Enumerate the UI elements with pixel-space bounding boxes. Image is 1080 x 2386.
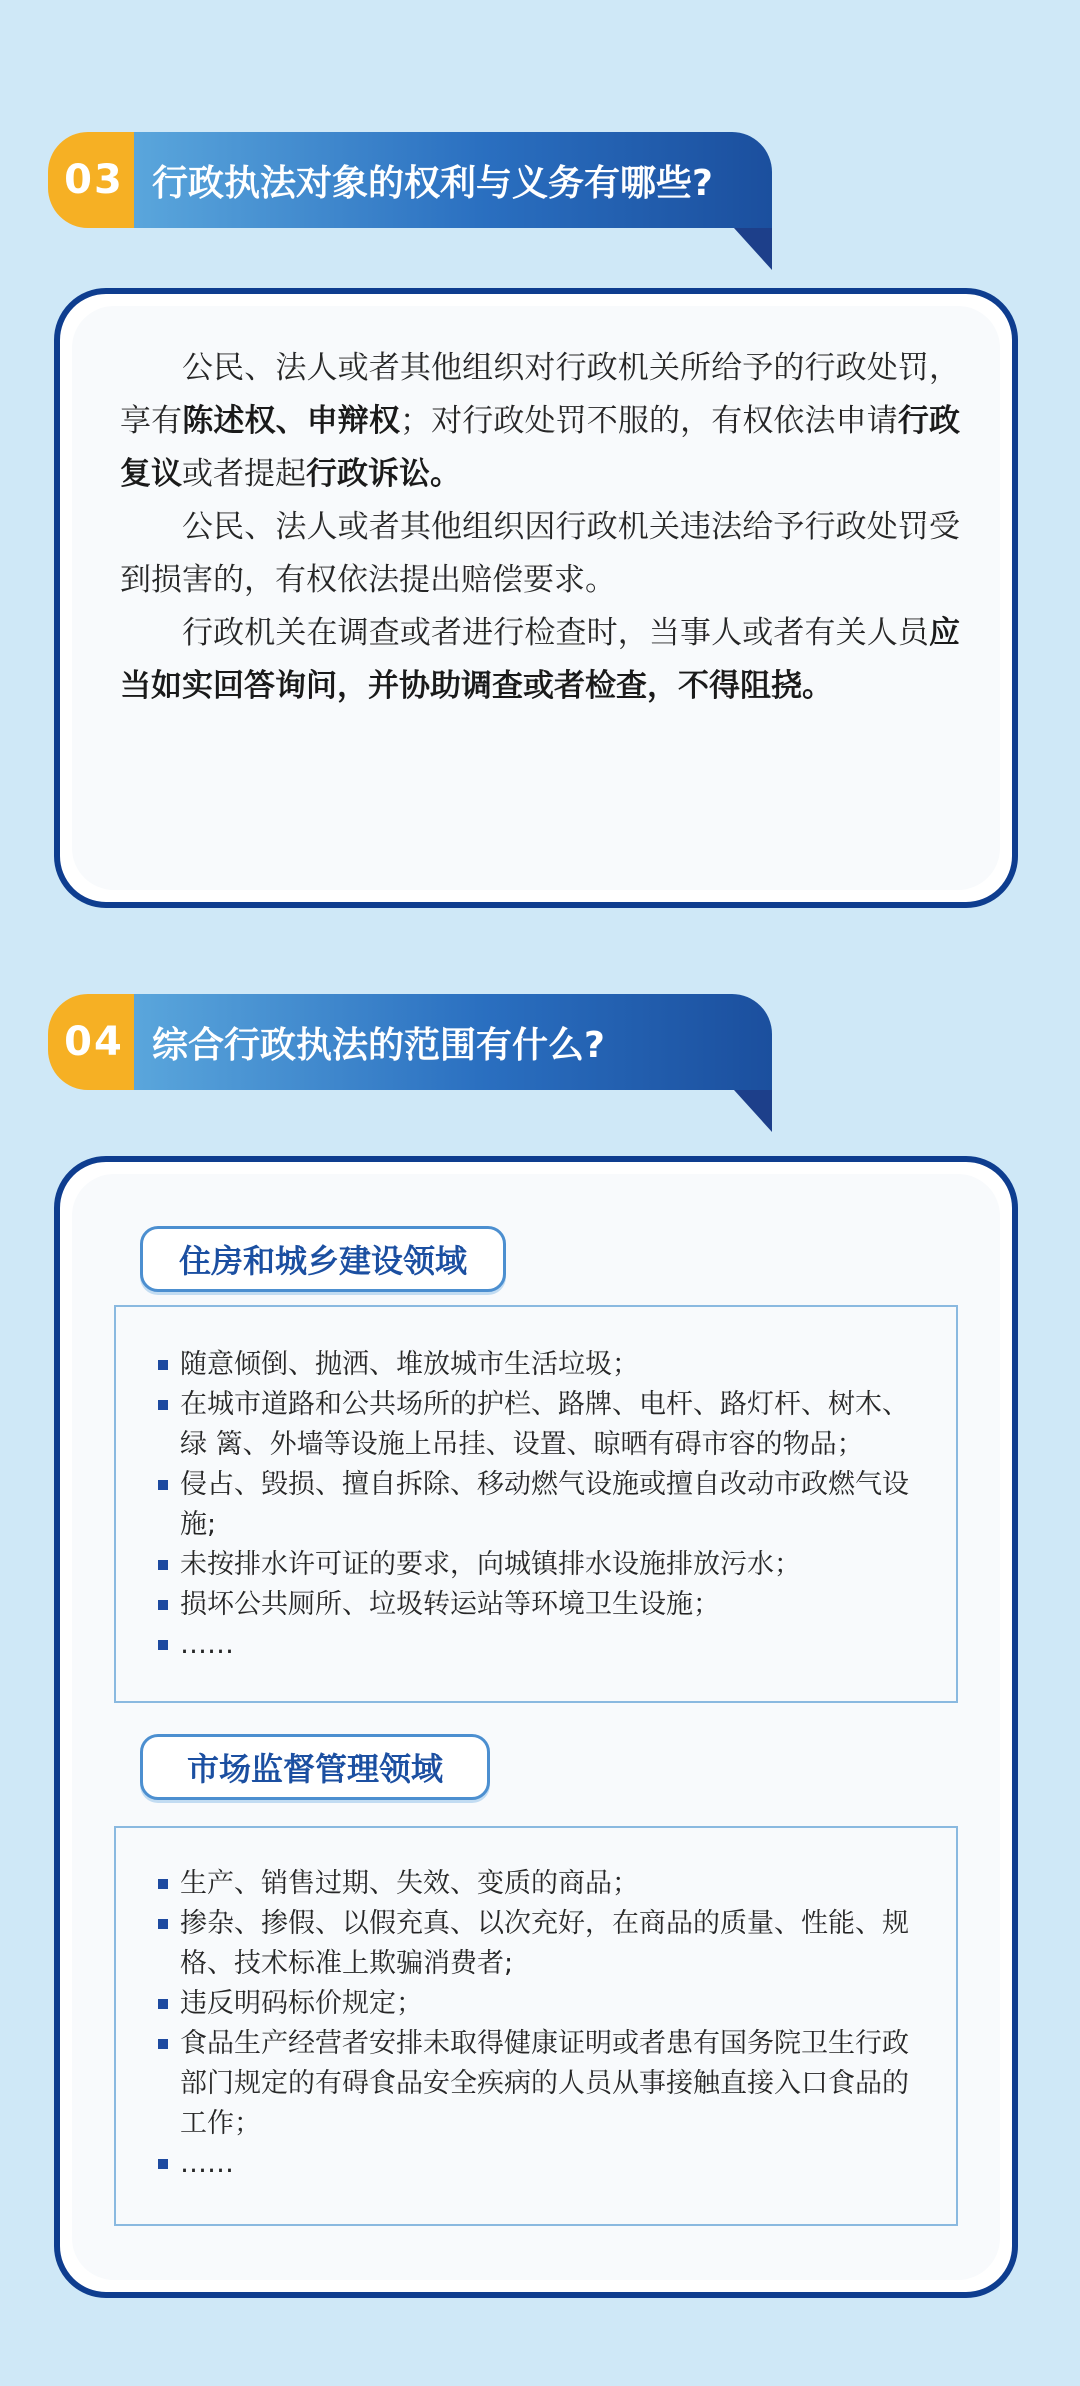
group-label-market: 市场监督管理领域: [140, 1734, 490, 1800]
list-item: ……: [158, 2144, 920, 2184]
paragraph-text: 公民、法人或者其他组织对行政机关所给予的行政处罚，享有: [120, 350, 960, 439]
paragraph-text: 或者提起: [182, 456, 306, 492]
paragraph-text: 行政机关在调查或者进行检查时，当事人或者有关人员: [182, 615, 929, 651]
section-title: 综合行政执法的范围有什么?: [134, 994, 772, 1090]
emphasis-text: 应当如实回答询问，并协助调查或者检查，不得阻挠。: [120, 615, 960, 704]
paragraph-text: ；对行政处罚不服的，有权依法申请: [400, 403, 898, 439]
market-item-list: [158, 1864, 920, 2184]
housing-list-box: [114, 1305, 958, 1703]
enforcement-scope-card: [54, 1156, 1018, 2298]
list-item: 侵占、毁损、擅自拆除、移动燃气设施或擅自改动市政燃气设施;: [158, 1465, 920, 1545]
list-item: 未按排水许可证的要求，向城镇排水设施排放污水；: [158, 1545, 920, 1585]
list-item: 食品生产经营者安排未取得健康证明或者患有国务院卫生行政部门规定的有碍食品安全疾病的人员从事接触直接入口食品的工作；: [158, 2024, 920, 2144]
housing-item-list: [158, 1345, 920, 1665]
section-number: 03: [48, 132, 140, 228]
card-inner: [72, 1174, 1000, 2280]
ribbon-fold: [734, 228, 772, 270]
emphasis-text: 行政诉讼。: [306, 456, 461, 492]
group-label-housing: 住房和城乡建设领域: [140, 1226, 506, 1292]
section-04-header: [48, 994, 772, 1090]
section-03-header: [48, 132, 772, 228]
market-list-box: [114, 1826, 958, 2226]
paragraph-text: 公民、法人或者其他组织因行政机关违法给予行政处罚受到损害的，有权依法提出赔偿要求。: [120, 509, 960, 598]
paragraph-1: [120, 342, 960, 501]
paragraph-2: [120, 501, 960, 607]
emphasis-text: 行政复议: [120, 403, 961, 492]
section-number: 04: [48, 994, 140, 1090]
list-item: 随意倾倒、抛洒、堆放城市生活垃圾；: [158, 1345, 920, 1385]
rights-obligations-card: [54, 288, 1018, 908]
ribbon-fold: [734, 1090, 772, 1132]
list-item: ……: [158, 1625, 920, 1665]
list-item: 违反明码标价规定；: [158, 1984, 920, 2024]
paragraph-3: [120, 607, 960, 713]
list-item: 生产、销售过期、失效、变质的商品；: [158, 1864, 920, 1904]
section-title: 行政执法对象的权利与义务有哪些?: [134, 132, 772, 228]
list-item: 在城市道路和公共场所的护栏、路牌、电杆、路灯杆、树木、绿 篱、外墙等设施上吊挂、设置、晾晒有碍市容的物品；: [158, 1385, 920, 1465]
emphasis-text: 陈述权、申辩权: [182, 403, 401, 439]
list-item: 损坏公共厕所、垃圾转运站等环境卫生设施；: [158, 1585, 920, 1625]
list-item: 掺杂、掺假、以假充真、以次充好，在商品的质量、性能、规格、技术标准上欺骗消费者;: [158, 1904, 920, 1984]
card-inner: [72, 306, 1000, 890]
